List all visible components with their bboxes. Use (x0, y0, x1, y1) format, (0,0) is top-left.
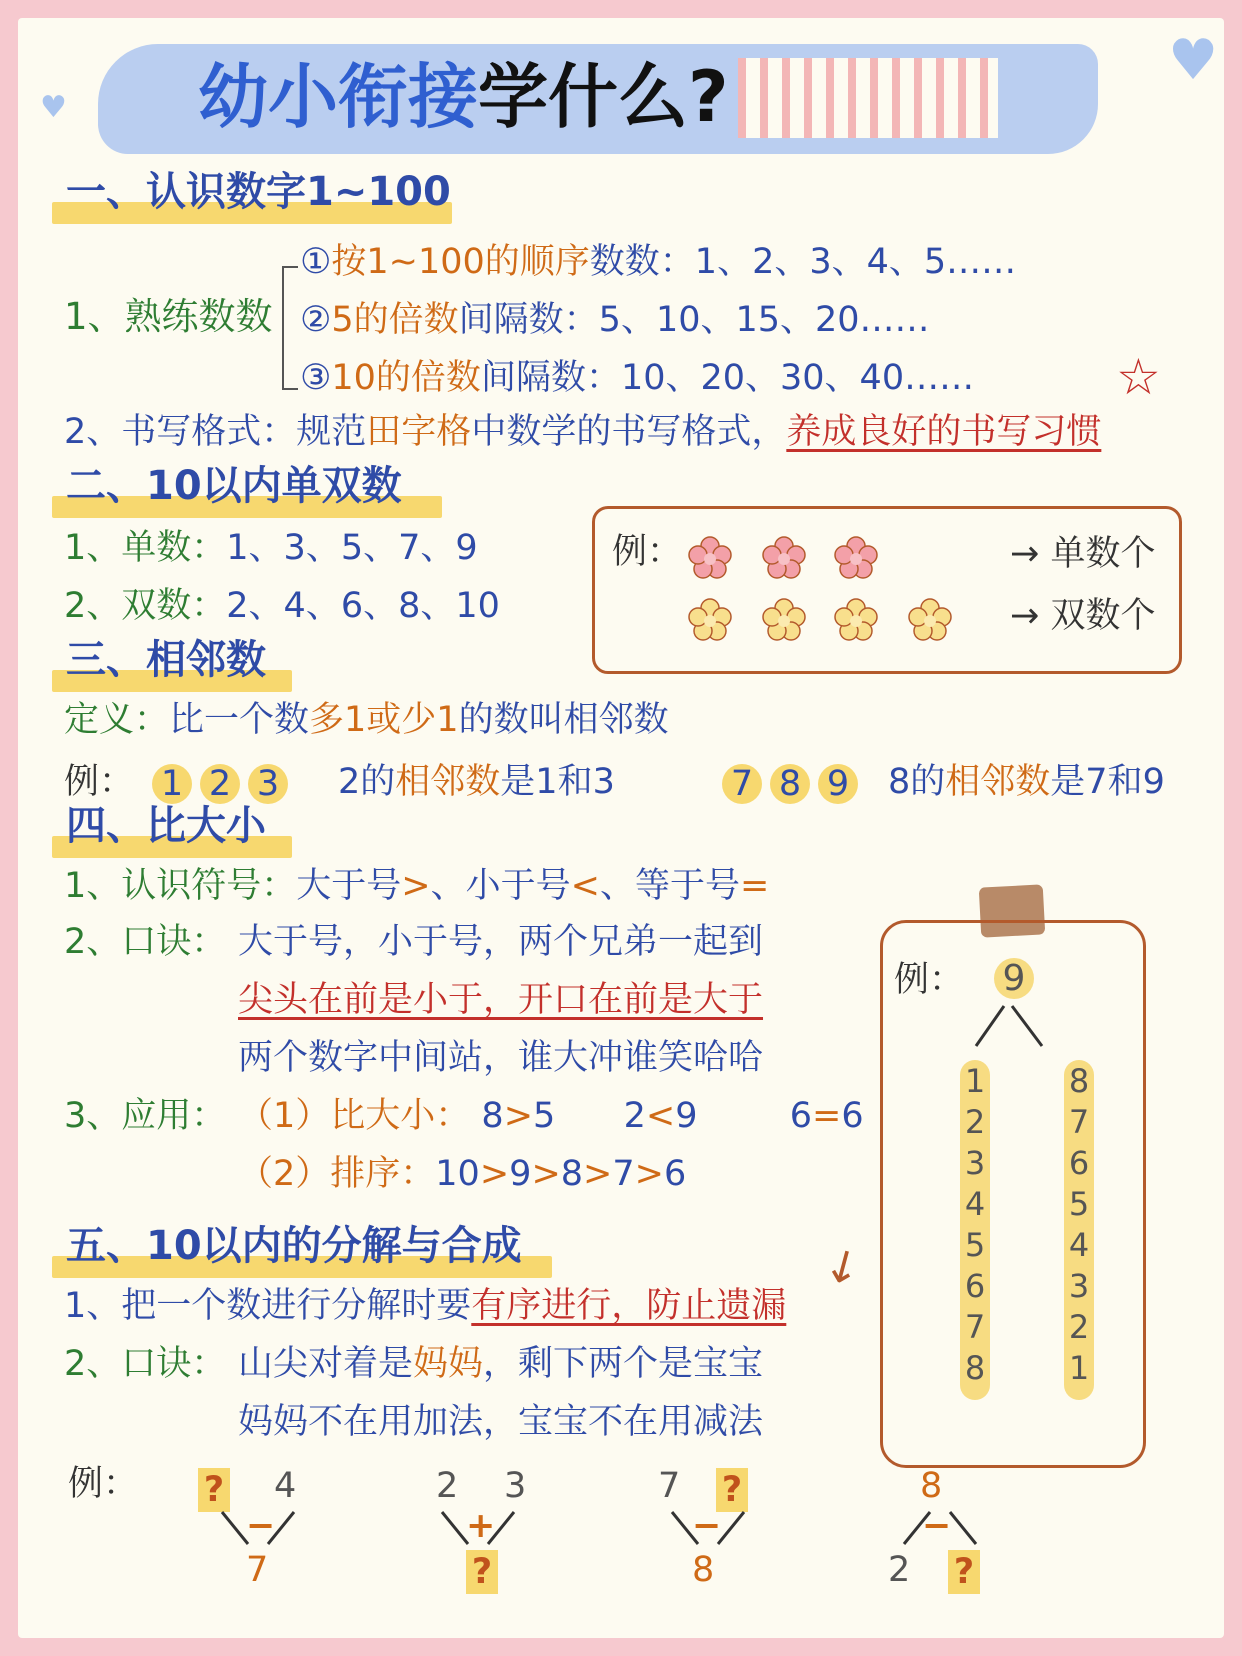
title-part1: 幼小衔接 (198, 56, 478, 138)
s2-even-arrow: → 双数个 (1010, 596, 1156, 636)
s3-example-label: 例： (64, 762, 135, 802)
pink-flower-icon (834, 536, 878, 580)
decomp-right-number: 1 (1068, 1349, 1090, 1387)
s1-bullet3: ③10的倍数间隔数：10、20、30、40…… (300, 358, 975, 398)
decomp-left-number: 8 (964, 1349, 986, 1387)
decomp-right-number: 4 (1068, 1226, 1090, 1264)
pink-flower-icon (762, 536, 806, 580)
s5-rhyme-line1: 山尖对着是妈妈，剩下两个是宝宝 (238, 1344, 764, 1384)
s2-example-label: 例： (612, 532, 683, 572)
s5-ex3: 7 ? − 8 (658, 1464, 798, 1584)
s5-item1: 1、把一个数进行分解时要有序进行，防止遗漏 (64, 1286, 787, 1326)
s1-item2: 2、书写格式：规范田字格中数学的书写格式，养成良好的书写习惯 (64, 412, 1102, 452)
decomp-left-number: 5 (964, 1226, 986, 1264)
s3-definition: 定义：比一个数多1或少1的数叫相邻数 (64, 700, 669, 740)
s1-item1-label: 1、熟练数数 (64, 295, 273, 338)
s5-example-label: 例： (68, 1464, 139, 1504)
yellow-flower-icon (834, 598, 878, 642)
s1-heading: 一、认识数字1~100 (66, 169, 451, 215)
decomp-branches (958, 1002, 1058, 1052)
decomp-right-number: 8 (1068, 1062, 1090, 1100)
s2-odd: 1、单数：1、3、5、7、9 (64, 528, 478, 568)
decomp-right-number: 3 (1068, 1267, 1090, 1305)
s3-heading: 三、相邻数 (66, 637, 266, 683)
s1-bullet1: ①按1~100的顺序数数：1、2、3、4、5…… (300, 242, 1017, 282)
title-part2: 学什么? (478, 56, 729, 138)
decomp-right-number: 7 (1068, 1103, 1090, 1141)
yellow-flower-icon (762, 598, 806, 642)
s4-app2: （2）排序：10>9>8>7>6 (238, 1154, 687, 1194)
pink-flower-icon (688, 536, 732, 580)
decomp-right-number: 5 (1068, 1185, 1090, 1223)
heart-left-icon: ♥ (40, 90, 67, 125)
s5-ex1: ? 4 − 7 (188, 1464, 328, 1584)
heart-right-icon: ♥ (1168, 28, 1219, 93)
s5-heading: 五、10以内的分解与合成 (66, 1223, 522, 1269)
s5-ex4: 8 − 2 ? (878, 1464, 1018, 1584)
s4-symbols: 1、认识符号：大于号>、小于号<、等于号= (64, 866, 770, 906)
s4-rhyme-line3: 两个数字中间站，谁大冲谁笑哈哈 (238, 1038, 764, 1078)
title-stripes-decoration (738, 58, 998, 138)
s1-bracket (282, 266, 298, 390)
s3-group1-text: 2的相邻数是1和3 (338, 762, 615, 802)
s4-app-label: 3、应用： (64, 1096, 227, 1136)
curved-arrow-icon: ↙ (813, 1234, 872, 1297)
s5-rhyme-label: 2、口诀： (64, 1344, 227, 1384)
s5-rhyme-line2: 妈妈不在用加法，宝宝不在用减法 (238, 1402, 764, 1442)
s5-ex2: 2 3 + ? (436, 1466, 527, 1592)
worksheet-page (18, 18, 1224, 1638)
yellow-flower-icon (688, 598, 732, 642)
s3-group2-text: 8的相邻数是7和9 (888, 762, 1165, 802)
s4-heading: 四、比大小 (66, 803, 266, 849)
decomp-left-number: 1 (964, 1062, 986, 1100)
s2-heading: 二、10以内单双数 (66, 463, 402, 509)
decomp-left-number: 3 (964, 1144, 986, 1182)
star-icon: ☆ (1116, 348, 1161, 406)
s4-app1: （1）比大小： 8>5 2<9 6=6 (238, 1096, 864, 1136)
s4-rhyme-label: 2、口诀： (64, 922, 227, 962)
decomp-left-number: 2 (964, 1103, 986, 1141)
decomp-example-label: 例： (894, 960, 965, 1000)
page-title (198, 54, 729, 140)
s1-bullet2: ②5的倍数间隔数：5、10、15、20…… (300, 300, 930, 340)
yellow-flower-icon (908, 598, 952, 642)
s2-even: 2、双数：2、4、6、8、10 (64, 586, 500, 626)
s3-group1: 1 2 3 (152, 762, 296, 806)
s2-odd-arrow: → 单数个 (1010, 534, 1156, 574)
s4-rhyme-line1: 大于号，小于号，两个兄弟一起到 (238, 922, 764, 962)
decomp-top-number: 9 (994, 958, 1034, 999)
decomp-left-number: 6 (964, 1267, 986, 1305)
decomp-right-number: 6 (1068, 1144, 1090, 1182)
s3-group2: 7 8 9 (722, 762, 866, 806)
decomp-right-number: 2 (1068, 1308, 1090, 1346)
s4-rhyme-line2: 尖头在前是小于，开口在前是大于 (238, 980, 764, 1020)
decomp-left-number: 7 (964, 1308, 986, 1346)
decomp-left-number: 4 (964, 1185, 986, 1223)
